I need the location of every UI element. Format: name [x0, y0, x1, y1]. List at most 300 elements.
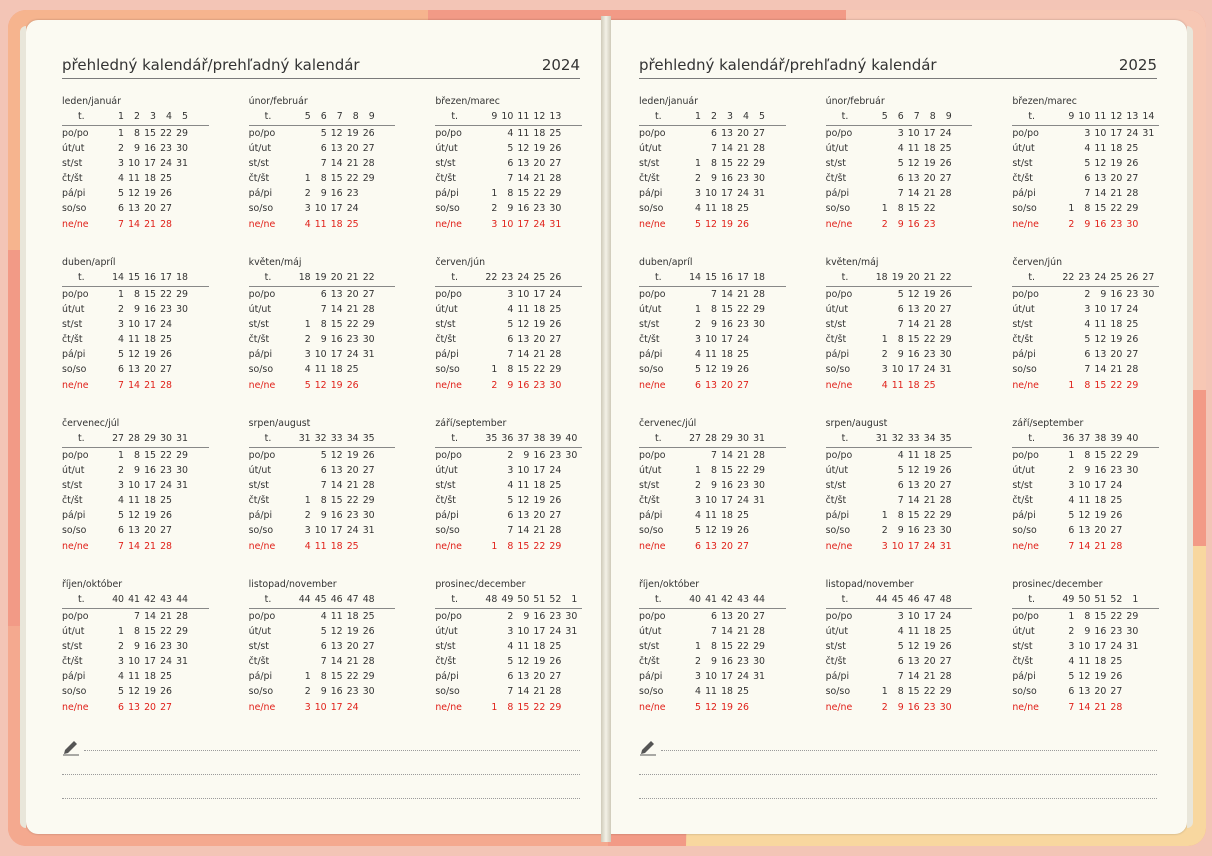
- week-number: 31: [753, 433, 765, 444]
- month-block: [249, 577, 396, 730]
- day-number: 7: [1084, 188, 1091, 200]
- weekday-row: [639, 186, 786, 201]
- weekday-label: út/ut: [825, 304, 849, 316]
- week-number: 50: [517, 594, 530, 605]
- day-number: 16: [330, 188, 343, 200]
- weekday-row: [435, 302, 582, 317]
- day-number: 27: [939, 656, 952, 668]
- day-number: 6: [897, 480, 904, 492]
- weekday-row: [1012, 684, 1159, 699]
- day-number: 9: [1100, 289, 1107, 300]
- week-number: 45: [891, 594, 904, 605]
- week-number: 40: [689, 594, 701, 605]
- weekday-label: st/st: [825, 641, 846, 653]
- sunday-row: [639, 700, 786, 715]
- day-number: 1: [695, 641, 701, 653]
- weekday-label: so/so: [825, 525, 851, 537]
- day-number: 20: [533, 334, 546, 346]
- day-number: 9: [507, 379, 514, 391]
- day-number: 6: [1068, 686, 1075, 698]
- weekday-label: čt/št: [248, 495, 270, 507]
- day-number: 4: [304, 218, 311, 230]
- day-number: 28: [549, 349, 562, 361]
- day-number: 11: [517, 128, 530, 139]
- day-number: 6: [897, 173, 904, 185]
- day-number: 16: [144, 465, 156, 477]
- weekday-row: [826, 448, 973, 463]
- weekday-label: so/so: [639, 203, 664, 215]
- day-number: 1: [491, 701, 498, 713]
- day-number: 24: [737, 495, 749, 507]
- day-number: 19: [330, 379, 343, 391]
- day-number: 17: [330, 701, 343, 713]
- week-number: 30: [160, 433, 172, 444]
- day-number: 27: [362, 465, 375, 477]
- day-number: 22: [923, 334, 936, 346]
- weekday-label: st/st: [62, 641, 83, 653]
- day-number: 31: [1126, 641, 1139, 653]
- day-number: 3: [118, 319, 124, 331]
- day-number: 1: [491, 540, 498, 552]
- day-number: 1: [491, 188, 498, 200]
- day-number: 15: [144, 626, 156, 638]
- week-number: 5: [759, 111, 765, 122]
- day-number: 4: [1084, 143, 1091, 155]
- day-number: 2: [304, 334, 311, 346]
- day-number: [749, 539, 765, 554]
- day-number: [749, 217, 765, 232]
- day-number: 19: [721, 218, 733, 230]
- week-number: 22: [1062, 272, 1075, 283]
- weekday-label: čt/št: [639, 173, 660, 185]
- weekday-row: [826, 201, 973, 216]
- day-number: [872, 624, 888, 639]
- weekday-label: čt/št: [825, 173, 847, 185]
- month-name: září/september: [1012, 418, 1084, 429]
- weekday-row: [249, 201, 396, 216]
- day-number: 14: [907, 495, 920, 507]
- weekday-row: [435, 317, 582, 332]
- day-number: 15: [330, 495, 343, 507]
- week-number: 10: [1078, 111, 1091, 122]
- day-number: 17: [144, 158, 156, 170]
- weekday-label: čt/št: [62, 656, 83, 668]
- day-number: [481, 287, 497, 302]
- day-number: 30: [939, 701, 952, 713]
- day-number: 23: [160, 641, 172, 653]
- day-number: 14: [144, 611, 156, 622]
- day-number: 1: [304, 173, 311, 185]
- weekday-label: pá/pi: [248, 510, 273, 522]
- day-number: 1: [118, 450, 124, 461]
- weekday-label: út/ut: [435, 143, 458, 155]
- month-block: [249, 416, 396, 569]
- day-number: 6: [320, 465, 327, 477]
- week-number: 40: [112, 594, 124, 605]
- day-number: [561, 539, 577, 554]
- day-number: 25: [362, 611, 375, 622]
- day-number: 29: [176, 289, 188, 300]
- day-number: 9: [897, 701, 904, 713]
- day-number: 26: [1126, 158, 1139, 170]
- day-number: 23: [533, 203, 546, 215]
- day-number: 30: [753, 173, 765, 185]
- day-number: 4: [118, 173, 124, 185]
- day-number: 29: [549, 540, 562, 552]
- sunday-row: [435, 217, 582, 232]
- day-number: 18: [533, 480, 546, 492]
- weekday-row: [1012, 171, 1159, 186]
- day-number: 20: [144, 364, 156, 376]
- week-numbers-row: [249, 109, 396, 126]
- day-number: 2: [1068, 465, 1075, 477]
- weekday-label: st/st: [62, 319, 83, 331]
- weekday-label: pá/pi: [435, 188, 459, 200]
- day-number: [685, 287, 701, 302]
- day-number: 26: [1110, 671, 1123, 683]
- day-number: [685, 141, 701, 156]
- week-number: 29: [721, 433, 733, 444]
- day-number: 24: [737, 671, 749, 683]
- day-number: 11: [705, 510, 717, 522]
- weekday-row: [826, 186, 973, 201]
- day-number: [1122, 478, 1138, 493]
- day-number: 6: [118, 203, 124, 215]
- weekday-label: ne/ne: [639, 701, 666, 713]
- day-number: 27: [1126, 173, 1139, 185]
- day-number: 14: [330, 304, 343, 316]
- day-number: [872, 463, 888, 478]
- week-numbers-row: [639, 270, 786, 287]
- day-number: 11: [128, 671, 140, 683]
- right-page: [609, 20, 1187, 834]
- day-number: 30: [1142, 289, 1155, 300]
- notes-line: [661, 750, 1157, 751]
- day-number: 19: [923, 465, 936, 477]
- week-label: t.: [451, 433, 458, 444]
- week-numbers-row: [249, 592, 396, 609]
- day-number: [936, 378, 952, 393]
- weekday-row: [826, 639, 973, 654]
- day-number: 17: [721, 671, 733, 683]
- weekday-label: so/so: [62, 364, 87, 376]
- day-number: 28: [753, 626, 765, 638]
- weekday-row: [639, 126, 786, 141]
- week-label: t.: [451, 594, 458, 605]
- week-number: 52: [1110, 594, 1123, 605]
- week-number: 8: [929, 111, 936, 122]
- day-number: 8: [134, 289, 140, 300]
- day-number: 18: [721, 203, 733, 215]
- day-number: [1138, 141, 1154, 156]
- month-name: červen/jún: [435, 257, 486, 268]
- day-number: [172, 332, 188, 347]
- day-number: 19: [144, 686, 156, 698]
- day-number: 13: [128, 701, 140, 713]
- week-numbers-row: [826, 592, 973, 609]
- day-number: 23: [923, 701, 936, 713]
- day-number: 7: [711, 450, 717, 461]
- day-number: 20: [737, 611, 749, 622]
- day-number: 8: [711, 158, 717, 170]
- day-number: [1058, 156, 1074, 171]
- notes-line: [639, 798, 1157, 799]
- day-number: 5: [695, 364, 701, 376]
- day-number: 15: [330, 319, 343, 331]
- weekday-row: [62, 669, 209, 684]
- weekday-row: [1012, 302, 1159, 317]
- day-number: 10: [128, 158, 140, 170]
- day-number: 28: [939, 495, 952, 507]
- week-numbers-row: [62, 270, 209, 287]
- weekday-row: [1012, 317, 1159, 332]
- day-number: 21: [923, 671, 936, 683]
- month-block: [639, 416, 786, 569]
- day-number: 17: [330, 203, 343, 215]
- day-number: 29: [753, 304, 765, 316]
- day-number: 4: [118, 671, 124, 683]
- day-number: 12: [907, 158, 920, 170]
- day-number: 12: [330, 626, 343, 638]
- day-number: [1058, 126, 1074, 141]
- sunday-row: [639, 539, 786, 554]
- week-number: 19: [314, 272, 327, 283]
- day-number: 11: [128, 495, 140, 507]
- day-number: 16: [907, 218, 920, 230]
- day-number: 6: [118, 701, 124, 713]
- day-number: 15: [330, 671, 343, 683]
- week-number: 29: [144, 433, 156, 444]
- week-label: t.: [1028, 111, 1035, 122]
- day-number: 8: [897, 203, 904, 215]
- day-number: 2: [1068, 218, 1075, 230]
- day-number: 12: [1094, 158, 1107, 170]
- week-number: 36: [501, 433, 514, 444]
- week-label: t.: [1028, 594, 1035, 605]
- weekday-row: [249, 478, 396, 493]
- day-number: 9: [523, 611, 530, 622]
- month-block: [249, 255, 396, 408]
- month-name: leden/január: [62, 96, 122, 107]
- day-number: [481, 347, 497, 362]
- day-number: [481, 609, 497, 624]
- day-number: 27: [160, 364, 172, 376]
- day-number: 27: [160, 701, 172, 713]
- day-number: 10: [705, 495, 717, 507]
- day-number: 8: [1084, 611, 1091, 622]
- day-number: 29: [549, 364, 562, 376]
- weekday-label: so/so: [1012, 203, 1037, 215]
- weekday-row: [1012, 478, 1159, 493]
- day-number: [872, 171, 888, 186]
- weekday-label: so/so: [639, 364, 664, 376]
- day-number: 3: [881, 540, 888, 552]
- day-number: 28: [939, 671, 952, 683]
- weekday-row: [435, 171, 582, 186]
- weekday-label: pá/pi: [825, 671, 850, 683]
- day-number: 25: [346, 218, 359, 230]
- month-name: červenec/júl: [62, 418, 120, 429]
- day-number: 25: [160, 671, 172, 683]
- day-number: 29: [176, 450, 188, 461]
- day-number: 9: [711, 656, 717, 668]
- weekday-row: [249, 639, 396, 654]
- weekday-label: ne/ne: [639, 379, 666, 391]
- day-number: 27: [737, 540, 749, 552]
- day-number: 20: [533, 158, 546, 170]
- day-number: 17: [1094, 641, 1107, 653]
- notes-area[interactable]: [639, 738, 1157, 808]
- day-number: 8: [897, 510, 904, 522]
- page-title: přehledný kalendář/prehľadný kalendár: [62, 56, 360, 74]
- week-numbers-row: [1012, 109, 1159, 126]
- weekday-label: út/ut: [248, 626, 272, 638]
- weekday-label: st/st: [1012, 480, 1033, 492]
- day-number: [481, 493, 497, 508]
- day-number: 16: [721, 480, 733, 492]
- weekday-label: ne/ne: [62, 218, 89, 230]
- day-number: 16: [330, 334, 343, 346]
- day-number: 30: [176, 641, 188, 653]
- day-number: 5: [507, 319, 514, 331]
- day-number: [872, 141, 888, 156]
- day-number: 24: [549, 465, 562, 477]
- day-number: [1138, 332, 1154, 347]
- day-number: 27: [160, 525, 172, 537]
- day-number: 21: [923, 188, 936, 200]
- day-number: [481, 332, 497, 347]
- day-number: 13: [907, 173, 920, 185]
- week-number: 23: [1078, 272, 1091, 283]
- weekday-label: ne/ne: [825, 218, 853, 230]
- day-number: 20: [923, 304, 936, 316]
- day-number: 12: [128, 686, 140, 698]
- day-number: 6: [320, 143, 327, 155]
- weekday-label: po/po: [62, 611, 89, 622]
- week-numbers-row: [639, 109, 786, 126]
- day-number: 19: [1110, 158, 1123, 170]
- day-number: 12: [517, 495, 530, 507]
- day-number: [172, 669, 188, 684]
- day-number: 3: [1084, 128, 1091, 139]
- day-number: 6: [897, 304, 904, 316]
- day-number: 1: [118, 128, 124, 139]
- notes-area[interactable]: [62, 738, 580, 808]
- day-number: 2: [695, 173, 701, 185]
- day-number: 30: [753, 319, 765, 331]
- day-number: 22: [737, 304, 749, 316]
- day-number: 18: [721, 510, 733, 522]
- day-number: 31: [176, 480, 188, 492]
- day-number: 13: [517, 158, 530, 170]
- day-number: 6: [507, 158, 514, 170]
- week-number: 9: [1068, 111, 1075, 122]
- weekday-label: po/po: [62, 289, 89, 300]
- weekday-row: [826, 332, 973, 347]
- weekday-row: [1012, 362, 1159, 377]
- week-number: 1: [695, 111, 701, 122]
- day-number: 6: [711, 611, 717, 622]
- day-number: [685, 624, 701, 639]
- day-number: 7: [507, 173, 514, 185]
- sunday-row: [62, 700, 209, 715]
- day-number: 9: [897, 349, 904, 361]
- weekday-label: út/ut: [639, 626, 662, 638]
- week-number: 7: [336, 111, 343, 122]
- month-name: srpen/august: [825, 418, 888, 429]
- weekday-row: [1012, 523, 1159, 538]
- weekday-label: pá/pi: [825, 349, 850, 361]
- weekday-label: čt/št: [248, 173, 270, 185]
- weekday-label: ne/ne: [639, 540, 666, 552]
- week-label: t.: [264, 272, 272, 283]
- day-number: 1: [118, 289, 124, 300]
- day-number: 21: [144, 218, 156, 230]
- weekday-row: [826, 287, 973, 302]
- weekday-label: čt/št: [639, 656, 660, 668]
- day-number: 8: [134, 128, 140, 139]
- day-number: 6: [507, 510, 514, 522]
- weekday-label: po/po: [1012, 289, 1039, 300]
- day-number: 1: [304, 671, 311, 683]
- week-label: t.: [78, 111, 85, 122]
- day-number: 14: [128, 540, 140, 552]
- day-number: 26: [737, 364, 749, 376]
- day-number: [172, 378, 188, 393]
- day-number: 16: [907, 349, 920, 361]
- day-number: 22: [160, 450, 172, 461]
- day-number: 11: [314, 540, 327, 552]
- day-number: 24: [1126, 128, 1139, 139]
- day-number: [172, 171, 188, 186]
- day-number: 21: [737, 289, 749, 300]
- day-number: 27: [549, 510, 562, 522]
- day-number: 9: [897, 525, 904, 537]
- weekday-label: čt/št: [248, 656, 270, 668]
- weekday-label: po/po: [435, 450, 462, 461]
- day-number: [1058, 317, 1074, 332]
- week-number: 1: [571, 594, 578, 605]
- weekday-label: po/po: [248, 450, 276, 461]
- day-number: 21: [533, 173, 546, 185]
- day-number: 14: [907, 671, 920, 683]
- day-number: 10: [1094, 128, 1107, 139]
- weekday-row: [435, 508, 582, 523]
- day-number: [295, 302, 311, 317]
- day-number: 22: [346, 173, 359, 185]
- weekday-row: [639, 448, 786, 463]
- day-number: [172, 217, 188, 232]
- month-block: [826, 577, 973, 730]
- week-label: t.: [451, 111, 458, 122]
- year-label: 2025: [1118, 56, 1157, 74]
- week-number: 30: [737, 433, 749, 444]
- month-name: říjen/október: [639, 579, 700, 590]
- day-number: [295, 624, 311, 639]
- day-number: [872, 609, 888, 624]
- day-number: 13: [128, 364, 140, 376]
- day-number: 23: [160, 304, 172, 316]
- week-number: 5: [881, 111, 888, 122]
- week-number: 15: [705, 272, 717, 283]
- day-number: 2: [695, 656, 701, 668]
- week-label: t.: [655, 594, 662, 605]
- day-number: 14: [517, 525, 530, 537]
- day-number: 13: [1078, 525, 1091, 537]
- weekday-row: [435, 654, 582, 669]
- day-number: 18: [721, 349, 733, 361]
- day-number: 7: [507, 349, 514, 361]
